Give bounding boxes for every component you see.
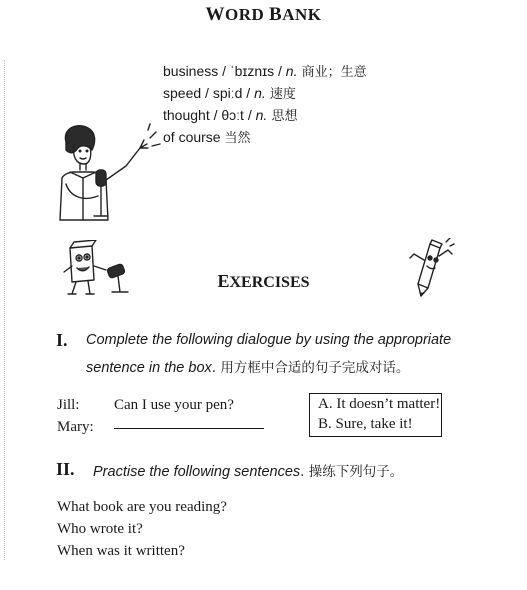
scan-edge — [4, 60, 6, 560]
part-two-numeral: II. — [56, 459, 75, 479]
answer-blank-line[interactable] — [114, 428, 264, 429]
option-a: A. It doesn’t matter! — [318, 396, 441, 412]
dialogue-line-jill: Can I use your pen? — [114, 397, 234, 413]
answer-options-box — [309, 393, 442, 437]
practice-sentence-3: When was it written? — [57, 543, 185, 559]
part-one-numeral: I. — [56, 330, 68, 350]
word-entry-speed: speed / spiːd / n. 速度 — [163, 85, 296, 102]
woman-with-microphone-illustration — [52, 120, 164, 230]
word-entry-thought: thought / θɔːt / n. 思想 — [163, 107, 298, 124]
word-bank-title: WORD BANK — [205, 4, 322, 25]
dialogue-speaker-mary: Mary: — [57, 419, 94, 435]
option-b: B. Sure, take it! — [318, 416, 413, 432]
part-two-instruction: Practise the following sentences. 操练下列句子。 — [93, 464, 404, 480]
part-one-instruction-line1: Complete the following dialogue by using the appropriate — [86, 332, 452, 348]
part-one-instruction-line2: sentence in the box. 用方框中合适的句子完成对话。 — [86, 360, 410, 376]
dialogue-speaker-jill: Jill: — [57, 397, 80, 413]
word-entry-business: business / ˈbɪznɪs / n. 商业；生意 — [163, 63, 367, 80]
practice-sentence-2: Who wrote it? — [57, 521, 143, 537]
practice-sentence-1: What book are you reading? — [57, 499, 227, 515]
word-entry-of-course: of course 当然 — [163, 129, 251, 146]
exercises-title: EXERCISES — [217, 271, 310, 291]
